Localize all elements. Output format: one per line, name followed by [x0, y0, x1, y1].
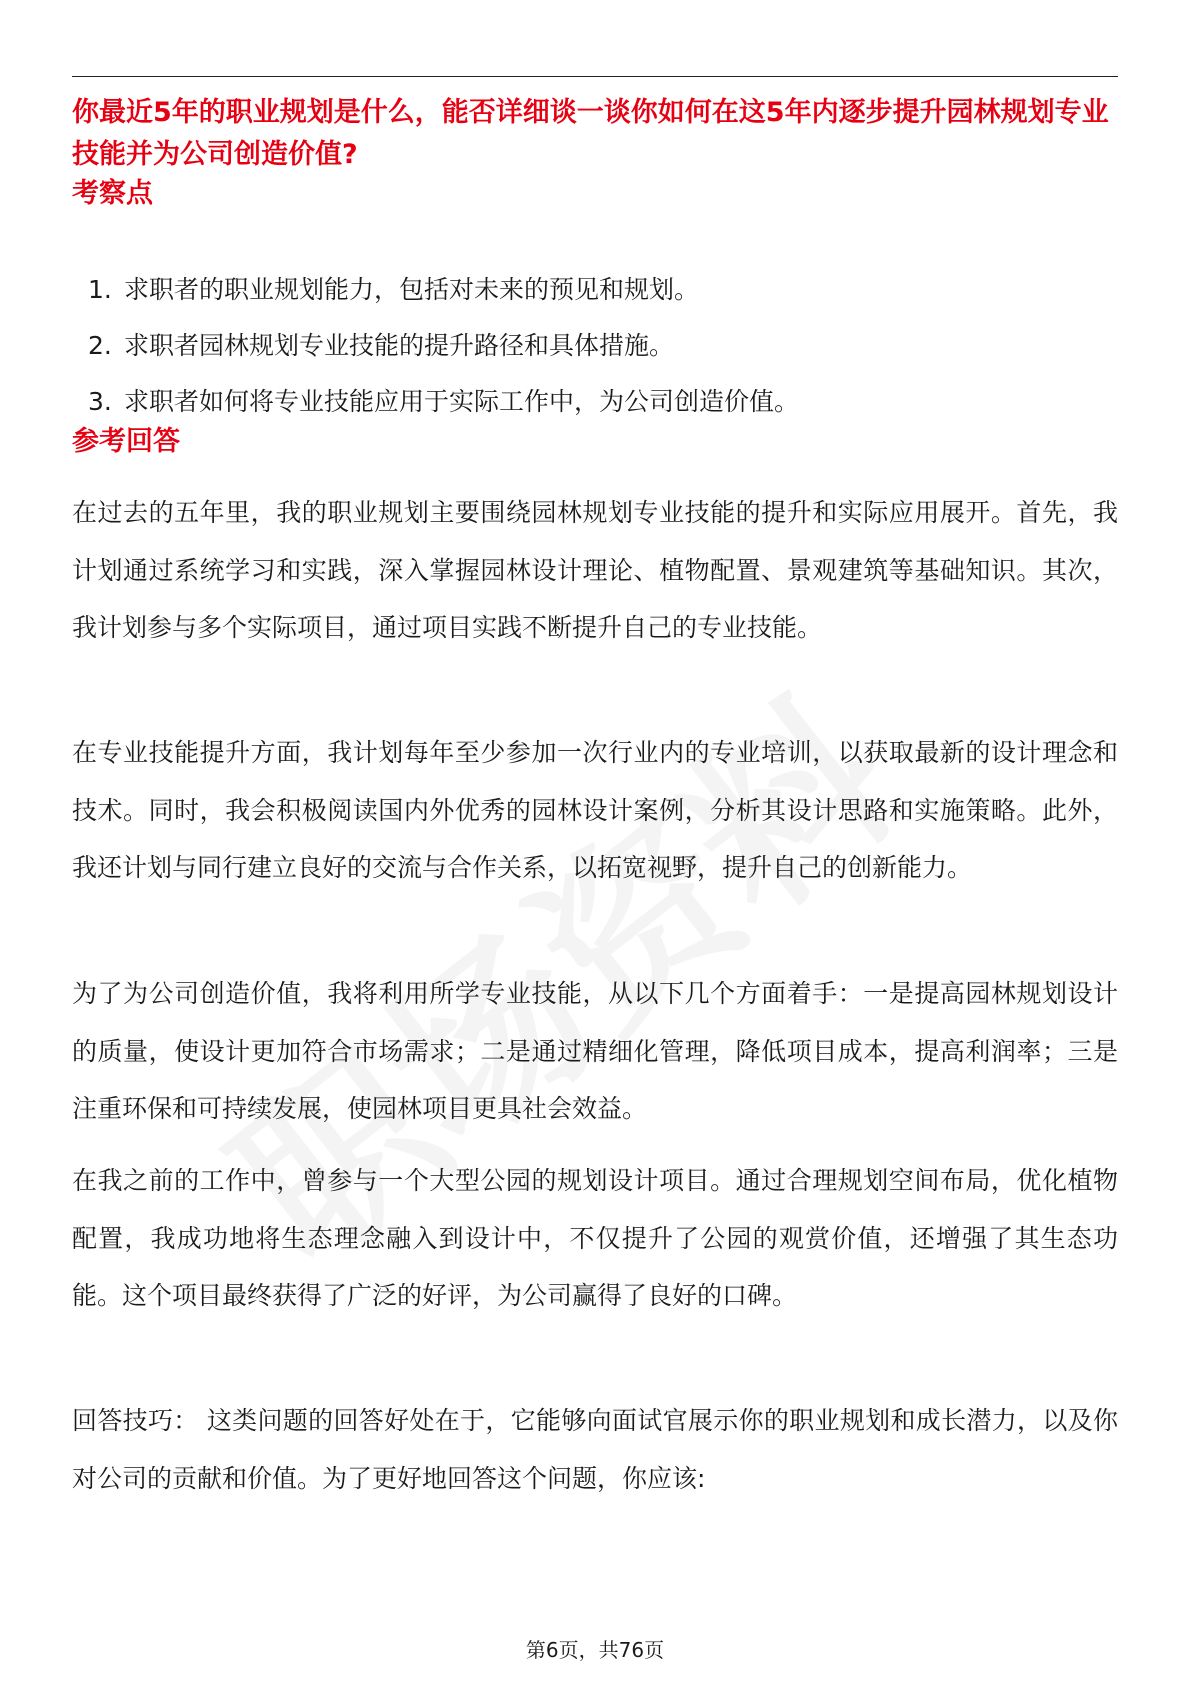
answer-paragraph: 在过去的五年里，我的职业规划主要围绕园林规划专业技能的提升和实际应用展开。首先，我计划通过系统学习和实践，深入掌握园林设计理论、植物配置、景观建筑等基础知识。其次，我计划参与多个实际项目，通过项目实践不断提升自己的专业技能。	[72, 498, 1118, 642]
list-item	[72, 262, 1118, 318]
list-item-number: 1.	[88, 275, 112, 304]
document-page	[72, 0, 1118, 1684]
list-item-text: 求职者如何将专业技能应用于实际工作中，为公司创造价值。	[124, 387, 800, 416]
list-item	[72, 318, 1118, 374]
list-item	[72, 374, 1118, 430]
list-item-text: 求职者的职业规划能力，包括对未来的预见和规划。	[124, 275, 700, 304]
answer-paragraph: 在专业技能提升方面，我计划每年至少参加一次行业内的专业培训，以获取最新的设计理念和技术。同时，我会积极阅读国内外优秀的园林设计案例，分析其设计思路和实施策略。此外，我还计划与同行建立良好的交流与合作关系，以拓宽视野，提升自己的创新能力。	[72, 738, 1118, 882]
list-item-number: 3.	[88, 387, 112, 416]
answer-paragraph: 在我之前的工作中，曾参与一个大型公园的规划设计项目。通过合理规划空间布局，优化植物配置，我成功地将生态理念融入到设计中，不仅提升了公园的观赏价值，还增强了其生态功能。这个项目最终获得了广泛的好评，为公司赢得了良好的口碑。	[72, 1166, 1118, 1310]
page-number: 第6页，共76页	[525, 1638, 665, 1662]
focus-points-list	[72, 262, 1118, 430]
list-item-text: 求职者园林规划专业技能的提升路径和具体措施。	[124, 331, 675, 360]
answer-paragraph: 为了为公司创造价值，我将利用所学专业技能，从以下几个方面着手：一是提高园林规划设计的质量，使设计更加符合市场需求；二是通过精细化管理，降低项目成本，提高利润率；三是注重环保和可持续发展，使园林项目更具社会效益。	[72, 979, 1118, 1123]
answer-section-title: 参考回答	[72, 426, 180, 457]
question-heading: 你最近5年的职业规划是什么，能否详细谈一谈你如何在这5年内逐步提升园林规划专业技能并为公司创造价值?	[72, 97, 1109, 170]
tips-paragraph: 回答技巧： 这类问题的回答好处在于，它能够向面试官展示你的职业规划和成长潜力，以及你对公司的贡献和价值。为了更好地回答这个问题，你应该:	[72, 1406, 1118, 1493]
list-item-number: 2.	[88, 331, 112, 360]
header-divider	[72, 76, 1118, 77]
focus-section-title: 考察点	[72, 178, 153, 209]
